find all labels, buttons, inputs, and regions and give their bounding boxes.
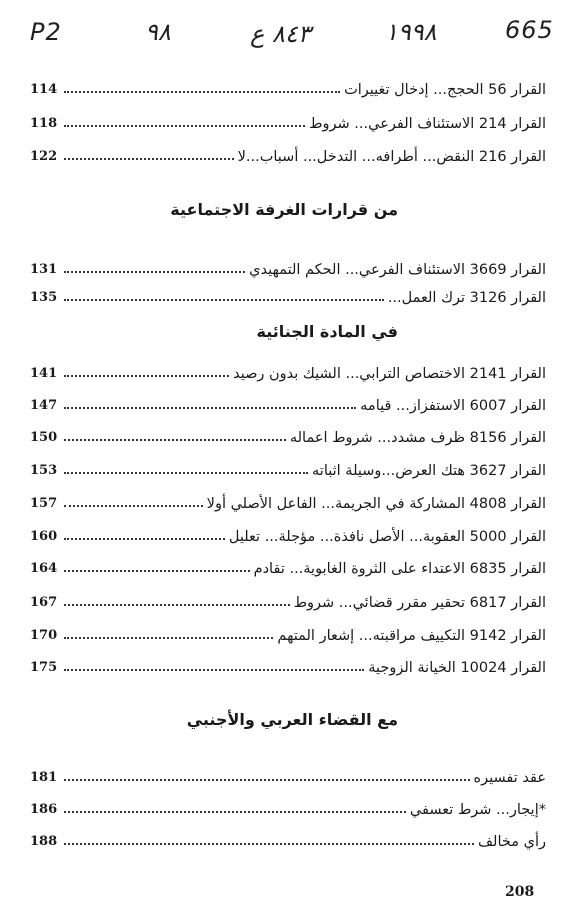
toc-entry [30, 76, 546, 100]
toc-page-number: 118 [30, 116, 58, 131]
toc-page-number: 141 [30, 366, 58, 381]
dot-leader [64, 299, 384, 301]
toc-page-number: 135 [30, 290, 58, 305]
dot-leader [64, 843, 474, 845]
toc-entry-title: القرار 6007 الاستفزاز... قيامه [360, 398, 546, 414]
toc-entry-title: القرار 3126 ترك العمل... [387, 290, 546, 306]
toc-entry [30, 654, 546, 678]
toc-page-number: 157 [30, 496, 58, 511]
toc-page-number: 181 [30, 770, 58, 785]
toc-entry-title: القرار 10024 الخيانة الزوجية [368, 660, 546, 676]
dot-leader [64, 375, 229, 377]
toc-page-number: 167 [30, 595, 58, 610]
page-number: 208 [505, 884, 535, 900]
toc-entry-title: القرار 3627 هتك العرض...وسيلة اثباته [312, 463, 546, 479]
toc-entry-title: القرار 6817 تحقير مقرر قضائي... شروط [293, 595, 546, 611]
toc-page-number: 122 [30, 149, 58, 164]
section-heading: مع القضاء العربي والأجنبي [186, 710, 398, 729]
toc-page-number: 188 [30, 834, 58, 849]
toc-entry-title: القرار 4808 المشاركة في الجريمة... الفاعل الأصلي أولا [206, 496, 546, 512]
handwritten-note: P2 [30, 18, 62, 46]
toc-entry [30, 523, 546, 547]
toc-entry [30, 796, 546, 820]
toc-page-number: 170 [30, 628, 58, 643]
toc-entry [30, 490, 546, 514]
handwritten-note: ٨٤٣ ع [250, 20, 311, 48]
toc-entry-title: رأي مخالف [478, 834, 546, 850]
toc-entry [30, 392, 546, 416]
dot-leader [64, 637, 273, 639]
toc-page-number: 175 [30, 660, 58, 675]
toc-entry [30, 143, 546, 167]
dot-leader [64, 811, 406, 813]
dot-leader [64, 505, 203, 507]
toc-entry-title: القرار 9142 التكييف مراقبته... إشعار المتهم [277, 628, 546, 644]
dot-leader [64, 570, 250, 572]
dot-leader [64, 538, 225, 540]
toc-page-number: 153 [30, 463, 58, 478]
toc-page-number: 131 [30, 262, 58, 277]
toc-entry-title: *إيجار... شرط تعسفي [409, 802, 546, 818]
toc-entry [30, 555, 546, 579]
toc-entry-title: القرار 214 الاستئناف الفرعي... شروط [309, 116, 546, 132]
section-heading: في المادة الجنائية [256, 322, 398, 341]
dot-leader [64, 604, 290, 606]
toc-entry-title: القرار 5000 العقوبة... الأصل نافذة... مؤجلة... تعليل [228, 529, 546, 545]
toc-entry-title: القرار 3669 الاستئناف الفرعي... الحكم التمهيدي [249, 262, 546, 278]
toc-page-number: 114 [30, 82, 58, 97]
dot-leader [64, 669, 364, 671]
dot-leader [64, 779, 470, 781]
toc-page-number: 186 [30, 802, 58, 817]
toc-entry [30, 360, 546, 384]
toc-entry [30, 424, 546, 448]
toc-entry [30, 589, 546, 613]
toc-entry-title: القرار 2141 الاختصاص الترابي... الشيك بدون رصيد [233, 366, 546, 382]
toc-entry-title: القرار 8156 ظرف مشدد... شروط اعماله [289, 430, 546, 446]
toc-page-number: 150 [30, 430, 58, 445]
dot-leader [64, 125, 305, 127]
toc-entry-title: القرار 56 الحجج... إدخال تغييرات [344, 82, 546, 98]
dot-leader [64, 158, 234, 160]
dot-leader [64, 91, 340, 93]
toc-entry [30, 828, 546, 852]
toc-entry [30, 110, 546, 134]
section-heading: من قرارات الغرفة الاجتماعية [170, 200, 398, 219]
dot-leader [64, 407, 356, 409]
toc-page-number: 164 [30, 561, 58, 576]
toc-page-number: 160 [30, 529, 58, 544]
toc-entry [30, 284, 546, 308]
toc-entry [30, 764, 546, 788]
dot-leader [64, 472, 308, 474]
handwritten-note: 665 [505, 16, 554, 44]
dot-leader [64, 439, 286, 441]
toc-page-number: 147 [30, 398, 58, 413]
handwritten-note: ١٩٩٨ [385, 18, 437, 46]
toc-entry [30, 457, 546, 481]
toc-entry [30, 622, 546, 646]
toc-entry [30, 256, 546, 280]
toc-entry-title: القرار 6835 الاعتداء على الثروة الغابوية... تقادم [253, 561, 546, 577]
toc-entry-title: القرار 216 النقض... أطرافه... التدخل... أسباب...لا [237, 149, 546, 165]
toc-entry-title: عقد تفسيره [473, 770, 546, 786]
handwritten-note: ٩٨ [145, 18, 171, 46]
dot-leader [64, 271, 245, 273]
